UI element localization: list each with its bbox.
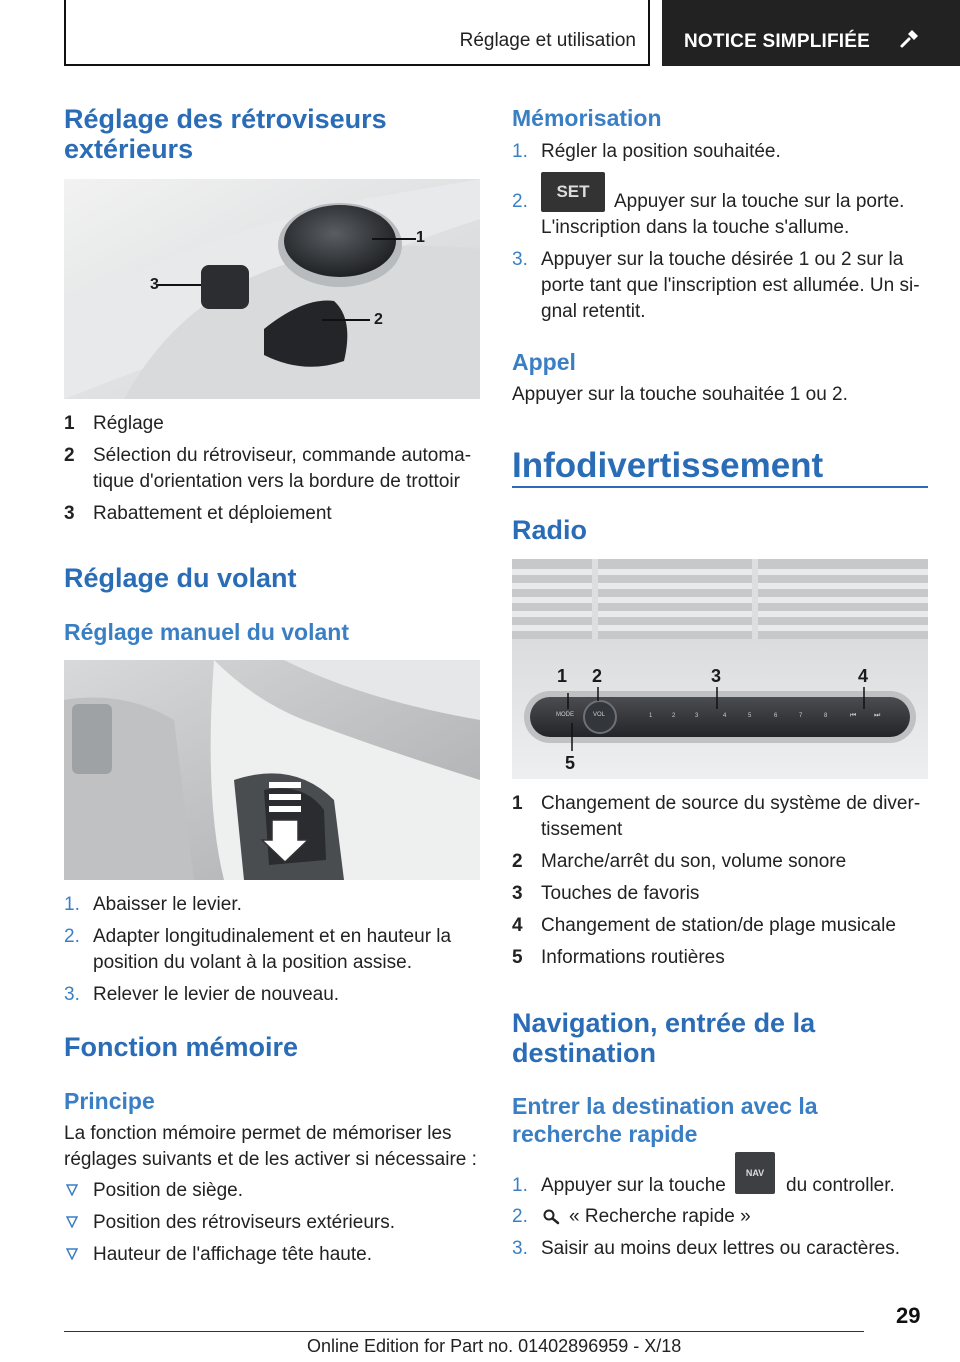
page-header <box>0 0 960 66</box>
triangle-bullet-icon <box>66 1184 78 1196</box>
callout-3: 3 <box>711 666 722 686</box>
header-divider-left <box>64 0 66 66</box>
navigation-step: 1. Appuyer sur la touche NAV du controller. <box>512 1152 928 1202</box>
callout-5: 5 <box>565 753 576 773</box>
quick-guide-tab[interactable] <box>662 0 960 66</box>
mirrors-title: Réglage des rétroviseurs extérieurs <box>64 104 387 164</box>
page-number: 29 <box>896 1303 921 1328</box>
steering-title: Réglage du volant <box>64 563 297 593</box>
quick-search-title: Entrer la destination avec la recherche rapide <box>512 1093 818 1147</box>
mode-button[interactable]: MODE <box>556 712 574 718</box>
favorite-button[interactable]: 7 <box>799 713 803 719</box>
callout-1: 1 <box>557 666 568 686</box>
callout-3: 3 <box>150 276 159 293</box>
favorite-button[interactable]: 3 <box>695 713 699 719</box>
header-rule <box>64 64 650 66</box>
appel-title: Appel <box>512 349 576 375</box>
edition-text: Online Edition for Part no. 01402896959 - X/18 <box>307 1336 682 1356</box>
principle-title: Principe <box>64 1088 155 1114</box>
set-button-icon: SET <box>541 172 605 212</box>
navigation-title: Navigation, entrée de la destination <box>512 1008 816 1068</box>
favorite-button[interactable]: 8 <box>824 713 828 719</box>
search-icon <box>543 1209 561 1225</box>
callout-2: 2 <box>374 311 383 328</box>
memorisation-title: Mémorisation <box>512 105 662 131</box>
volume-knob[interactable]: VOL <box>593 712 606 718</box>
wrench-icon <box>898 28 920 50</box>
steering-column-photo <box>64 660 480 880</box>
memory-function-title: Fonction mémoire <box>64 1032 299 1062</box>
principle-text: La fonction mémoire permet de mémoriser les réglages suivants et de les activer si nécessaire : <box>64 1123 477 1170</box>
nav-button-icon: NAV <box>735 1152 775 1194</box>
skip-back-icon[interactable]: ⏮ <box>850 712 857 719</box>
favorite-button[interactable]: 4 <box>723 713 727 719</box>
triangle-bullet-icon <box>66 1216 78 1228</box>
memorisation-step: 2. SET Appuyer sur la touche sur la porte. L'inscription dans la touche s'allume. <box>512 172 928 232</box>
header-divider-right <box>648 0 650 66</box>
favorite-button[interactable]: 1 <box>649 713 653 719</box>
radio-panel-photo <box>512 559 928 779</box>
callout-2: 2 <box>592 666 603 686</box>
skip-forward-icon[interactable]: ⏭ <box>874 712 881 719</box>
appel-text: Appuyer sur la touche souhaitée 1 ou 2. <box>512 384 848 405</box>
section-title: Réglage et utilisation <box>459 30 636 51</box>
radio-title: Radio <box>512 515 588 545</box>
favorite-button[interactable]: 5 <box>748 713 752 719</box>
steering-manual-title: Réglage manuel du volant <box>64 619 349 645</box>
callout-1: 1 <box>416 229 425 246</box>
infotainment-title: Infodivertissement <box>512 446 824 485</box>
triangle-bullet-icon <box>66 1248 78 1260</box>
footer-rule <box>64 1331 864 1332</box>
favorite-button[interactable]: 2 <box>672 713 676 719</box>
callout-4: 4 <box>858 666 869 686</box>
infotainment-rule <box>512 486 928 488</box>
mirror-control-photo <box>64 179 480 399</box>
quick-guide-tab-label: NOTICE SIMPLIFIÉE <box>684 31 871 52</box>
favorite-button[interactable]: 6 <box>774 713 778 719</box>
